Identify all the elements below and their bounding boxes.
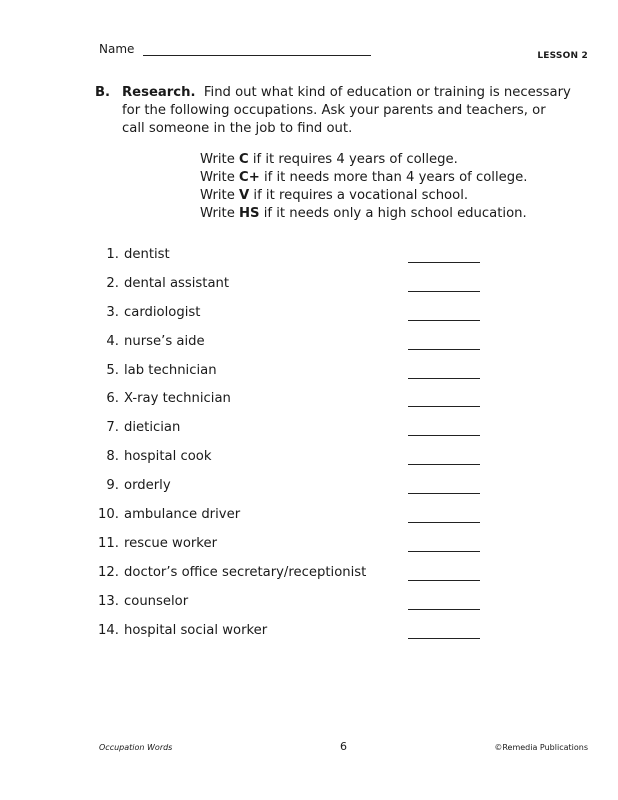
- list-item: 6. X-ray technician: [98, 391, 488, 420]
- answer-blank[interactable]: [408, 638, 480, 639]
- answer-blank[interactable]: [408, 493, 480, 494]
- occupation-name: cardiologist: [124, 304, 201, 320]
- list-item: 12. doctor’s office secretary/receptionist: [98, 565, 488, 594]
- intro-line-3: call someone in the job to find out.: [122, 121, 353, 136]
- lesson-label: LESSON 2: [537, 51, 588, 61]
- answer-blank[interactable]: [408, 349, 480, 350]
- footer-publisher: ©Remedia Publications: [494, 743, 588, 752]
- answer-blank[interactable]: [408, 406, 480, 407]
- instructions: [95, 84, 575, 138]
- list-item: 4. nurse’s aide: [98, 334, 488, 363]
- list-item: 14. hospital social worker: [98, 623, 488, 652]
- section-letter: B.: [95, 85, 111, 100]
- intro-line-1: Find out what kind of education or training is necessary: [203, 85, 571, 100]
- answer-blank[interactable]: [408, 435, 480, 436]
- occupation-name: ambulance driver: [124, 507, 241, 523]
- answer-blank[interactable]: [408, 262, 480, 263]
- section-title: Research.: [122, 85, 196, 100]
- page-number: 6: [340, 740, 347, 753]
- occupation-list: [98, 247, 488, 651]
- occupation-name: lab technician: [124, 362, 217, 378]
- occupation-name: X-ray technician: [124, 391, 231, 407]
- answer-codes: [200, 151, 527, 223]
- answer-blank[interactable]: [408, 609, 480, 610]
- list-item: 2. dental assistant: [98, 276, 488, 305]
- answer-blank[interactable]: [408, 551, 480, 552]
- occupation-name: dentist: [124, 247, 170, 262]
- occupation-name: counselor: [124, 593, 189, 609]
- list-item: 13. counselor: [98, 594, 488, 623]
- list-item: 7. dietician: [98, 420, 488, 449]
- list-item: 8. hospital cook: [98, 449, 488, 478]
- answer-blank[interactable]: [408, 291, 480, 292]
- answer-blank[interactable]: [408, 580, 480, 581]
- rule-c: Write C if it requires 4 years of college.: [200, 152, 458, 167]
- list-item: 5. lab technician: [98, 363, 488, 392]
- answer-blank[interactable]: [408, 522, 480, 523]
- answer-blank[interactable]: [408, 378, 480, 379]
- rule-c-plus: Write C+ if it needs more than 4 years of college.: [200, 170, 528, 185]
- occupation-name: dietician: [124, 420, 181, 436]
- occupation-name: orderly: [124, 478, 171, 494]
- answer-blank[interactable]: [408, 464, 480, 465]
- list-item: 11. rescue worker: [98, 536, 488, 565]
- occupation-name: hospital social worker: [124, 622, 268, 638]
- occupation-name: dental assistant: [124, 275, 230, 291]
- occupation-name: rescue worker: [124, 535, 218, 551]
- list-item: 10. ambulance driver: [98, 507, 488, 536]
- name-label: Name: [99, 42, 135, 56]
- answer-blank[interactable]: [408, 320, 480, 321]
- list-item: 1. dentist: [98, 247, 488, 276]
- occupation-name: doctor’s office secretary/receptionist: [124, 564, 367, 580]
- name-field[interactable]: [143, 55, 371, 56]
- rule-hs: Write HS if it needs only a high school education.: [200, 206, 527, 221]
- list-item: 3. cardiologist: [98, 305, 488, 334]
- list-item: 9. orderly: [98, 478, 488, 507]
- footer-book-title: Occupation Words: [99, 743, 173, 752]
- occupation-name: hospital cook: [124, 449, 212, 465]
- occupation-name: nurse’s aide: [124, 333, 205, 349]
- rule-v: Write V if it requires a vocational school.: [200, 188, 469, 203]
- intro-line-2: for the following occupations. Ask your parents and teachers, or: [122, 103, 546, 118]
